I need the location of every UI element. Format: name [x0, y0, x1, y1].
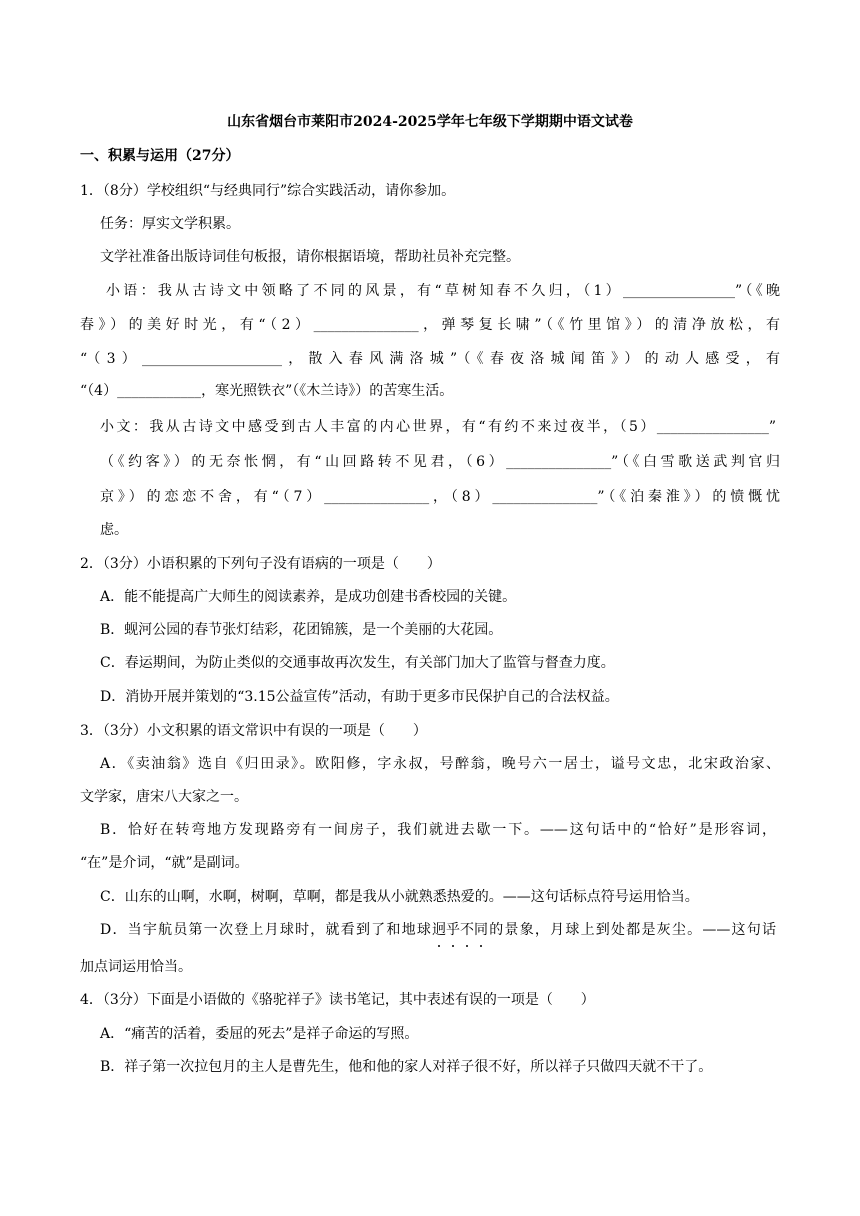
option-b-cont: “在”是介词，“就”是副词。 [80, 855, 249, 871]
section-heading: 一、积累与运用（27分） [80, 148, 240, 164]
option-a: A．《卖油翁》选自《归田录》。欧阳修，字永叔，号醉翁，晚号六一居士，谥号文忠，北宋政治家、 [100, 756, 780, 772]
xiaowen-line: 京》）的恋恋不舍，有“（7）_______________，（8）_______________”（《泊秦淮》）的愤慨忧 [100, 489, 780, 505]
xiaoyu-line: 小语：我从古诗文中领略了不同的风景，有“草树知春不久归，（1）________________”（《晚 [106, 283, 780, 299]
xiaoyu-line: “（3）____________________，散入春风满洛城”（《春夜洛城闻笛》）的动人感受，有 [80, 351, 780, 367]
dotted-char: 乎 [446, 922, 461, 938]
intro-line: 文学社准备出版诗词佳句板报，请你根据语境，帮助社员补充完整。 [100, 249, 520, 265]
option-b: B．恰好在转弯地方发现路旁有一间房子，我们就进去歇一下。——这句话中的“恰好”是形容词， [100, 822, 776, 838]
xiaowen-line: （《约客》）的无奈怅惘，有“山回路转不见君，（6）_______________”（《白雪歌送武判官归 [100, 454, 780, 470]
option-d: D．消协开展并策划的“3.15公益宣传”活动，有助于更多市民保护自己的合法权益。 [100, 689, 619, 705]
option-a: A．能不能提高广大师生的阅读素养，是成功创建书香校园的关键。 [100, 589, 517, 605]
page-title: 山东省烟台市莱阳市2024-2025学年七年级下学期期中语文试卷 [227, 114, 633, 130]
option-d-cont: 加点词运用恰当。 [80, 959, 192, 975]
task-line: 任务：厚实文学积累。 [100, 216, 240, 232]
option-d [100, 920, 776, 940]
xiaowen-line: 小文：我从古诗文中感受到古人丰富的内心世界，有“有约不来过夜半，（5）________________” [100, 419, 776, 435]
question-stem: 4．（3分）下面是小语做的《骆驼祥子》读书笔记，其中表述有误的一项是（ ） [80, 992, 595, 1008]
question-stem: 3．（3分）小文积累的语文常识中有误的一项是（ ） [80, 723, 427, 739]
option-a: A．“痛苦的活着，委屈的死去”是祥子命运的写照。 [100, 1026, 419, 1042]
xiaoyu-line: 春》）的美好时光，有“（2）_______________，弹琴复长啸”（《竹里馆》）的清净放松，有 [80, 317, 780, 333]
option-b: B．蚬河公园的春节张灯结彩，花团锦簇，是一个美丽的大花园。 [100, 622, 503, 638]
option-c: C．山东的山啊，水啊，树啊，草啊，都是我从小就熟悉热爱的。——这句话标点符号运用恰当。 [100, 889, 699, 905]
option-a-cont: 文学家，唐宋八大家之一。 [80, 789, 248, 805]
option-b: B．祥子第一次拉包月的主人是曹先生，他和他的家人对祥子很不好，所以祥子只做四天就不干了。 [100, 1059, 713, 1075]
xiaoyu-line: “（4）____________，寒光照铁衣”（《木兰诗》）的苦寒生活。 [80, 383, 454, 399]
option-c: C．春运期间，为防止类似的交通事故再次发生，有关部门加大了监管与督查力度。 [100, 655, 615, 671]
dotted-char: 同 [474, 922, 489, 938]
question-stem: 1．（8分）学校组织“与经典同行”综合实践活动，请你参加。 [80, 183, 456, 199]
option-d-text: 的景象，月球上到处都是灰尘。——这句话 [488, 922, 776, 938]
question-stem: 2．（3分）小语积累的下列句子没有语病的一项是（ ） [80, 556, 441, 572]
option-d-text: D．当宇航员第一次登上月球时，就看到了和地球 [100, 922, 433, 938]
dotted-char: 迥 [432, 922, 447, 938]
dotted-char: 不 [460, 922, 475, 938]
xiaowen-line: 虑。 [100, 522, 128, 538]
